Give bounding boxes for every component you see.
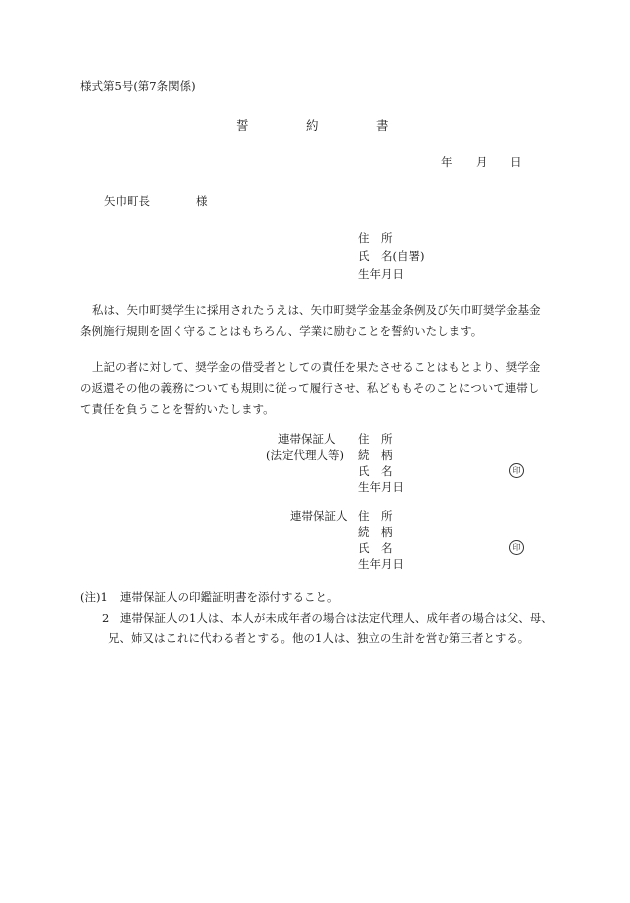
guarantor-2-birth-label: 生年月日	[358, 557, 404, 571]
document-title-char-2: 約	[306, 118, 319, 133]
note-2-text-line-1: 連帯保証人の1人は、本人が未成年者の場合は法定代理人、成年者の場合は父、母、	[120, 611, 553, 625]
pledge-paragraph-guarantor-line-1: 上記の者に対して、奨学金の借受者としての責任を果たさせることはもとより、奨学金	[92, 360, 541, 374]
guarantor-1-relation-label: 続 柄	[358, 448, 393, 462]
guarantor-2-relation-label: 続 柄	[358, 525, 393, 539]
addressee-honorific: 様	[196, 194, 208, 208]
form-number: 様式第5号(第7条関係)	[80, 79, 196, 93]
date-month-label: 月	[476, 155, 488, 169]
notes-label: (注)1	[80, 590, 108, 604]
date-year-label: 年	[441, 155, 453, 169]
note-1-text: 連帯保証人の印鑑証明書を添付すること。	[120, 590, 339, 604]
pledge-paragraph-student-line-1: 私は、矢巾町奨学生に採用されたうえは、矢巾町奨学金基金条例及び矢巾町奨学金基金	[92, 303, 541, 317]
guarantor-1-address-label: 住 所	[358, 432, 393, 446]
applicant-birth-label: 生年月日	[358, 267, 404, 281]
pledge-paragraph-guarantor-line-3: て責任を負うことを誓約いたします。	[80, 402, 275, 416]
applicant-address-label: 住 所	[358, 231, 393, 245]
guarantor-2-seal-icon: 印	[509, 540, 524, 555]
guarantor-1-seal-icon: 印	[509, 463, 524, 478]
guarantor-2-role: 連帯保証人	[290, 509, 348, 523]
document-title-char-1: 誓	[236, 118, 249, 133]
guarantor-1-role-sub: (法定代理人等)	[266, 448, 344, 462]
guarantor-2-address-label: 住 所	[358, 509, 393, 523]
date-day-label: 日	[510, 155, 522, 169]
pledge-paragraph-guarantor-line-2: の返還その他の義務についても規則に従って履行させ、私どももそのことについて連帯し	[80, 381, 540, 395]
guarantor-1-name-label: 氏 名	[358, 464, 393, 478]
document-title-char-3: 書	[376, 118, 389, 133]
pledge-paragraph-student	[80, 300, 560, 342]
addressee-name: 矢巾町長	[104, 194, 150, 208]
pledge-paragraph-guarantor	[80, 357, 560, 420]
guarantor-2-name-label: 氏 名	[358, 541, 393, 555]
note-2-text-line-2: 兄、姉又はこれに代わる者とする。他の1人は、独立の生計を営む第三者とする。	[108, 631, 530, 645]
pledge-paragraph-student-line-2: 条例施行規則を固く守ることはもちろん、学業に励むことを誓約いたします。	[80, 324, 483, 338]
guarantor-1-birth-label: 生年月日	[358, 480, 404, 494]
note-2-number: 2	[102, 611, 110, 625]
guarantor-1-role: 連帯保証人	[278, 432, 336, 446]
applicant-name-label: 氏 名(自署)	[358, 249, 425, 263]
